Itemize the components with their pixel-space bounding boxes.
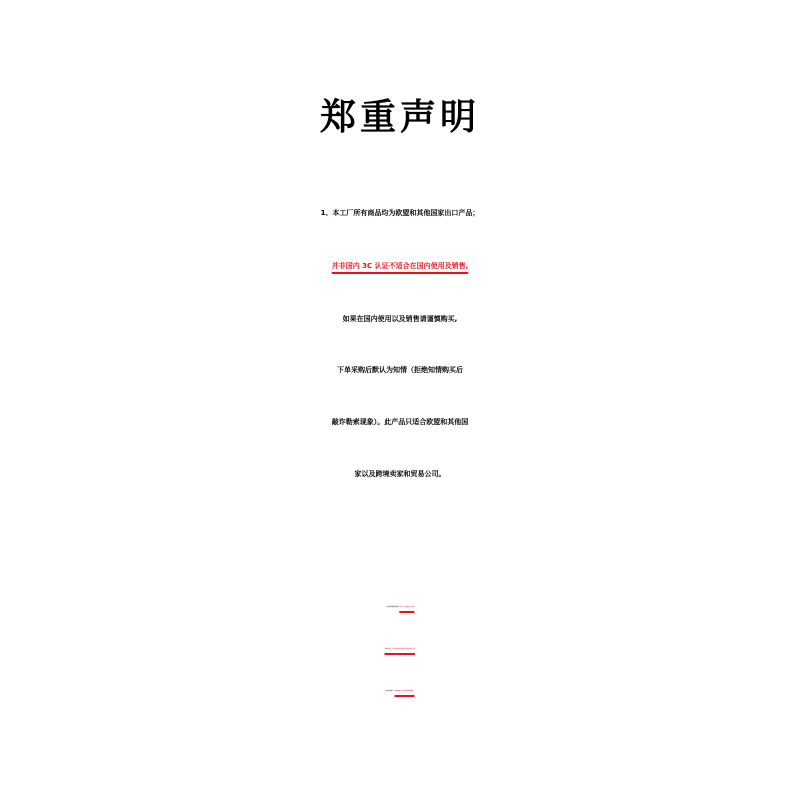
paragraph1-line3: 如果在国内使用以及销售请谨慎购买, [342,315,458,323]
paragraph1-line4: 下单采购后默认为知情（拒绝知情购买后 [337,366,463,374]
paragraph1-line2 [0,246,800,286]
paragraph2-line3 [0,675,800,709]
paragraph1-line1: 1、本工厂所有商品均为欧盟和其他国家出口产品； [320,209,480,217]
paragraph1-line5: 敲诈勒索现象）。此产品只适合欧盟和其他国 [331,418,469,426]
paragraph1-line6: 家以及跨境卖家和贸易公司。 [354,470,446,478]
paragraph2-line2 [0,633,800,667]
page-title: 郑重声明 [319,97,480,138]
invoice-requirement-start: 开票有一定订单数量要求，具体要 [399,607,415,608]
invoice-intro: 2、如需开票请提前告知客服（ [385,607,400,608]
paragraph2-line1 [0,591,800,625]
note-line [0,507,800,541]
retail-invoice-warning: 少批量拿样的无法提供零售发票请谨慎购买。 [394,691,415,692]
retail-notice-prefix: 本店不是零售行业， [385,691,395,692]
certification-warning: 并非国内 3C 认证不适合在国内使用及销售, [331,262,469,270]
invoice-requirement-continued: 求请联系客服)；开票需按国家法规出具购销合同及提供公账对公交易 [384,649,416,650]
